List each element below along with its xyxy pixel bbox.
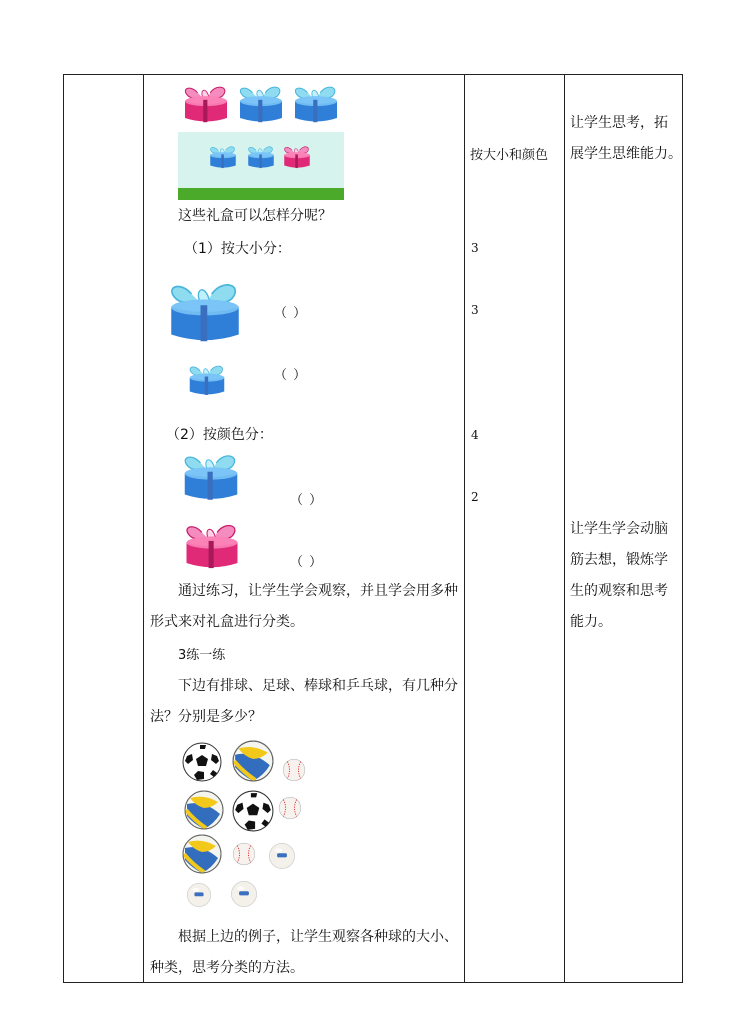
summary-text-line-1: 通过练习，让学生学会观察，并且学会用多种 bbox=[178, 583, 458, 599]
table-left-border bbox=[63, 74, 64, 983]
pink-gift-image bbox=[178, 517, 246, 575]
answer-small-count: 3 bbox=[471, 303, 479, 317]
large-blue-gift-image bbox=[160, 276, 250, 348]
balls-image bbox=[178, 738, 308, 910]
summary-text-line-2: 形式来对礼盒进行分类。 bbox=[150, 614, 304, 630]
blue-gift-image bbox=[176, 448, 246, 506]
note-2-line-2: 筋去想，锻炼学 bbox=[570, 552, 668, 568]
closing-text-line-2: 种类，思考分类的方法。 bbox=[150, 960, 304, 976]
column-divider-1 bbox=[143, 74, 144, 983]
pink-gift-answer-blank: （ ） bbox=[290, 555, 324, 570]
answer-pink-count: 2 bbox=[471, 490, 479, 504]
by-color-label: （2）按颜色分： bbox=[166, 427, 273, 443]
note-1-line-1: 让学生思考，拓 bbox=[570, 115, 668, 131]
note-2-line-3: 生的观察和思考 bbox=[570, 583, 668, 599]
column-divider-2 bbox=[464, 74, 465, 983]
small-gift-answer-blank: （ ） bbox=[274, 368, 308, 383]
answer-blue-count: 4 bbox=[471, 428, 479, 442]
note-1-line-2: 展学生思维能力。 bbox=[570, 146, 682, 162]
exercise-text-line-1: 下边有排球、足球、棒球和乒乓球，有几种分 bbox=[178, 678, 458, 694]
answer-large-count: 3 bbox=[471, 241, 479, 255]
sort-criteria-header: 按大小和颜色 bbox=[470, 148, 549, 163]
exercise-text-line-2: 法？分别是多少？ bbox=[150, 709, 262, 725]
by-size-label: （1）按大小分： bbox=[184, 241, 291, 257]
table-right-border bbox=[682, 74, 683, 983]
table-top-border bbox=[63, 74, 683, 75]
column-divider-3 bbox=[564, 74, 565, 983]
closing-text-line-1: 根据上边的例子，让学生观察各种球的大小、 bbox=[178, 929, 458, 945]
gift-banner-image bbox=[178, 80, 344, 200]
blue-gift-answer-blank: （ ） bbox=[290, 493, 324, 508]
exercise-title: 3练一练 bbox=[178, 648, 226, 663]
classification-question: 这些礼盒可以怎样分呢？ bbox=[178, 208, 332, 224]
note-2-line-4: 能力。 bbox=[570, 614, 612, 630]
small-blue-gift-image bbox=[184, 361, 230, 399]
note-2-line-1: 让学生学会动脑 bbox=[570, 521, 668, 537]
large-gift-answer-blank: （ ） bbox=[274, 306, 308, 321]
